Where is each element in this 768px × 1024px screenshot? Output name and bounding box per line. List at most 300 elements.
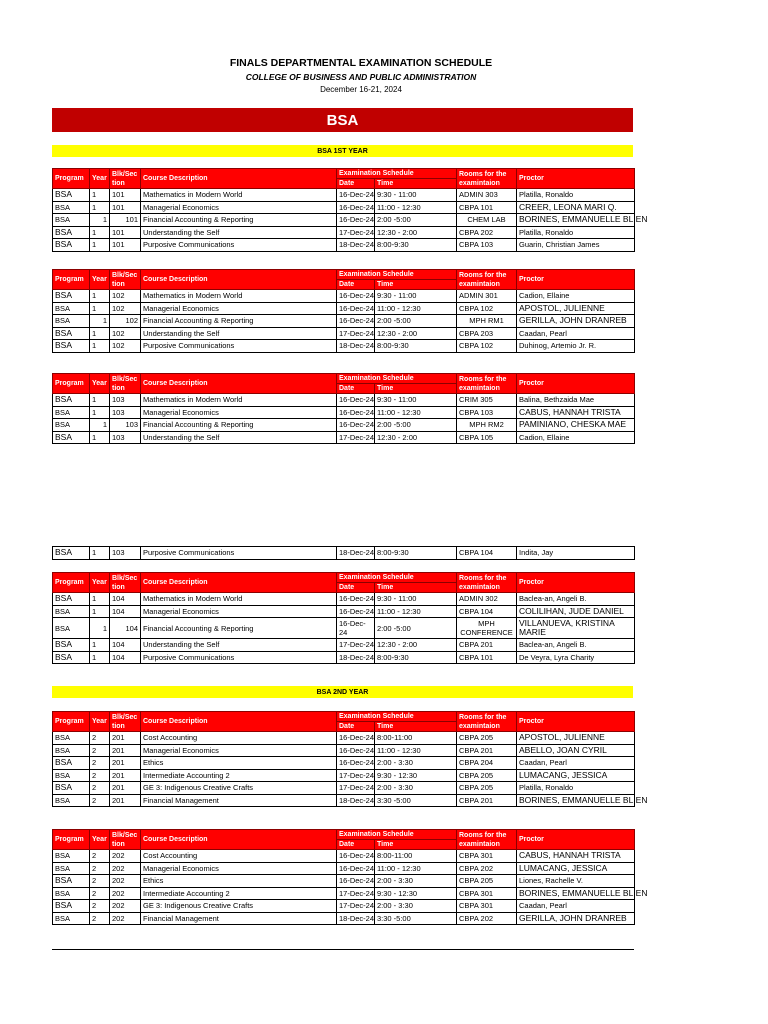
col-course-text: Course Description bbox=[143, 276, 208, 283]
cell-proctor: COLILIHAN, JUDE DANIEL bbox=[517, 605, 635, 618]
cell-program: BSA bbox=[53, 769, 90, 782]
cell-time: 12:30 - 2:00 bbox=[375, 431, 457, 444]
col-date bbox=[337, 280, 375, 290]
cell-date: 16-Dec-24 bbox=[337, 189, 375, 202]
cell-course: Cost Accounting bbox=[141, 850, 337, 863]
table-header bbox=[53, 830, 635, 850]
col-time bbox=[375, 583, 457, 593]
cell-proctor: Duhinog, Artemio Jr. R. bbox=[517, 340, 635, 353]
col-rooms bbox=[457, 573, 517, 593]
cell-time: 3:30 -5:00 bbox=[375, 794, 457, 807]
cell-course: Financial Accounting & Reporting bbox=[141, 315, 337, 328]
cell-room: CBPA 204 bbox=[457, 757, 517, 770]
col-date bbox=[337, 179, 375, 189]
cell-program: BSA bbox=[53, 302, 90, 315]
cell-blk-section: 202 bbox=[110, 900, 141, 913]
col-proctor bbox=[517, 830, 635, 850]
cell-blk-section: 101 bbox=[110, 239, 141, 252]
cell-room: CBPA 205 bbox=[457, 782, 517, 795]
col-rooms-bottom: examintaion bbox=[459, 384, 500, 392]
schedule-block-102 bbox=[52, 269, 634, 353]
cell-program: BSA bbox=[53, 315, 90, 328]
cell-room: CBPA 202 bbox=[457, 226, 517, 239]
college-name: COLLEGE OF BUSINESS AND PUBLIC ADMINISTRATION bbox=[245, 72, 477, 82]
table-row bbox=[53, 605, 635, 618]
cell-year: 2 bbox=[90, 912, 110, 925]
col-course bbox=[141, 270, 337, 290]
footer-rule bbox=[52, 949, 634, 950]
cell-course: Mathematics in Modern World bbox=[141, 290, 337, 303]
col-time-text: Time bbox=[377, 180, 394, 187]
cell-blk-section: 201 bbox=[110, 732, 141, 745]
cell-date: 17-Dec-24 bbox=[337, 639, 375, 652]
cell-proctor: Guarin, Christian James bbox=[517, 239, 635, 252]
col-proctor bbox=[517, 374, 635, 394]
year-bar-first: BSA 1ST YEAR bbox=[52, 145, 633, 157]
col-blk-bottom: tion bbox=[112, 840, 125, 848]
cell-date: 18-Dec-24 bbox=[337, 794, 375, 807]
cell-course: Purposive Communications bbox=[141, 340, 337, 353]
cell-proctor: CABUS, HANNAH TRISTA bbox=[517, 406, 635, 419]
cell-course: Understanding the Self bbox=[141, 431, 337, 444]
cell-proctor: Caadan, Pearl bbox=[517, 757, 635, 770]
schedule-table bbox=[52, 546, 635, 560]
cell-program: BSA bbox=[53, 239, 90, 252]
col-rooms bbox=[457, 830, 517, 850]
cell-program: BSA bbox=[53, 547, 90, 560]
col-rooms-bottom: examintaion bbox=[459, 722, 500, 730]
cell-time: 2:00 - 3:30 bbox=[375, 782, 457, 795]
schedule-table bbox=[52, 269, 635, 353]
cell-blk-section: 103 bbox=[110, 547, 141, 560]
cell-date: 16-Dec-24 bbox=[337, 406, 375, 419]
col-proctor-text: Proctor bbox=[519, 836, 544, 843]
cell-proctor: CREER, LEONA MARI Q. bbox=[517, 201, 635, 214]
col-exam-schedule bbox=[337, 169, 457, 179]
col-time bbox=[375, 384, 457, 394]
col-exam-schedule bbox=[337, 270, 457, 280]
cell-course: Mathematics in Modern World bbox=[141, 189, 337, 202]
cell-program: BSA bbox=[53, 651, 90, 664]
header-row-top bbox=[53, 374, 635, 384]
cell-proctor: Baclea-an, Angeli B. bbox=[517, 639, 635, 652]
col-rooms-bottom: examintaion bbox=[459, 840, 500, 848]
table-row bbox=[53, 201, 635, 214]
cell-room: CBPA 103 bbox=[457, 406, 517, 419]
cell-room: MPH CONFERENCE bbox=[457, 618, 517, 639]
cell-date: 17-Dec-24 bbox=[337, 769, 375, 782]
cell-year: 1 bbox=[90, 419, 110, 432]
schedule-table bbox=[52, 829, 648, 925]
schedule-block-101 bbox=[52, 168, 648, 252]
cell-year: 2 bbox=[90, 769, 110, 782]
table-body bbox=[53, 394, 635, 444]
cell-program: BSA bbox=[53, 201, 90, 214]
cell-time: 9:30 - 11:00 bbox=[375, 394, 457, 407]
cell-proctor: Cadion, Ellaine bbox=[517, 290, 635, 303]
cell-course: Financial Accounting & Reporting bbox=[141, 419, 337, 432]
cell-blk-section: 104 bbox=[110, 593, 141, 606]
col-year-text: Year bbox=[92, 836, 107, 843]
col-exam-schedule-text: Examination Schedule bbox=[339, 713, 414, 720]
year-bar-second: BSA 2ND YEAR bbox=[52, 686, 633, 698]
col-blk-section bbox=[110, 573, 141, 593]
col-time bbox=[375, 840, 457, 850]
cell-course: Understanding the Self bbox=[141, 639, 337, 652]
cell-proctor: Cadion, Ellaine bbox=[517, 431, 635, 444]
cell-room: CBPA 301 bbox=[457, 850, 517, 863]
cell-blk-section: 102 bbox=[110, 290, 141, 303]
cell-year: 2 bbox=[90, 732, 110, 745]
cell-program: BSA bbox=[53, 744, 90, 757]
cell-program: BSA bbox=[53, 605, 90, 618]
cell-time: 12:30 - 2:00 bbox=[375, 226, 457, 239]
col-course bbox=[141, 374, 337, 394]
col-rooms-top: Rooms for the bbox=[459, 574, 507, 582]
cell-time: 2:00 - 3:30 bbox=[375, 875, 457, 888]
cell-blk-section: 201 bbox=[110, 744, 141, 757]
schedule-block-103 bbox=[52, 373, 634, 444]
col-rooms-top: Rooms for the bbox=[459, 375, 507, 383]
table-row bbox=[53, 900, 635, 913]
col-course-text: Course Description bbox=[143, 718, 208, 725]
cell-room: MPH RM2 bbox=[457, 419, 517, 432]
col-program bbox=[53, 270, 90, 290]
col-time bbox=[375, 280, 457, 290]
cell-date: 17-Dec-24 bbox=[337, 782, 375, 795]
cell-time: 11:00 - 12:30 bbox=[375, 862, 457, 875]
cell-time: 2:00 -5:00 bbox=[375, 315, 457, 328]
cell-year: 2 bbox=[90, 875, 110, 888]
cell-time: 2:00 -5:00 bbox=[375, 419, 457, 432]
schedule-block-103-continued bbox=[52, 546, 634, 560]
col-program bbox=[53, 830, 90, 850]
col-blk-bottom: tion bbox=[112, 179, 125, 187]
exam-dates: December 16-21, 2024 bbox=[320, 85, 402, 94]
col-exam-schedule bbox=[337, 830, 457, 840]
col-blk-bottom: tion bbox=[112, 722, 125, 730]
cell-proctor: APOSTOL, JULIENNE bbox=[517, 732, 635, 745]
cell-year: 1 bbox=[90, 618, 110, 639]
table-row bbox=[53, 651, 635, 664]
cell-proctor: Baclea-an, Angeli B. bbox=[517, 593, 635, 606]
col-time-text: Time bbox=[377, 841, 394, 848]
cell-room: CBPA 301 bbox=[457, 887, 517, 900]
col-blk-top: Blk/Sec bbox=[112, 574, 138, 582]
cell-proctor: GERILLA, JOHN DRANREB bbox=[517, 912, 635, 925]
col-proctor bbox=[517, 169, 635, 189]
cell-time: 9:30 - 12:30 bbox=[375, 887, 457, 900]
cell-room: CBPA 105 bbox=[457, 431, 517, 444]
cell-room: CBPA 104 bbox=[457, 547, 517, 560]
cell-room: CBPA 205 bbox=[457, 769, 517, 782]
cell-program: BSA bbox=[53, 226, 90, 239]
table-row bbox=[53, 239, 635, 252]
cell-blk-section: 103 bbox=[110, 419, 141, 432]
col-time bbox=[375, 179, 457, 189]
cell-year: 1 bbox=[90, 290, 110, 303]
cell-blk-section: 101 bbox=[110, 201, 141, 214]
cell-program: BSA bbox=[53, 794, 90, 807]
col-rooms-bottom: examintaion bbox=[459, 179, 500, 187]
col-program-text: Program bbox=[55, 836, 84, 843]
cell-blk-section: 201 bbox=[110, 769, 141, 782]
cell-course: Financial Management bbox=[141, 794, 337, 807]
cell-room: CBPA 202 bbox=[457, 912, 517, 925]
cell-year: 2 bbox=[90, 757, 110, 770]
col-exam-schedule bbox=[337, 573, 457, 583]
col-blk-top: Blk/Sec bbox=[112, 271, 138, 279]
cell-time: 2:00 -5:00 bbox=[375, 618, 457, 639]
table-row bbox=[53, 315, 635, 328]
cell-blk-section: 102 bbox=[110, 315, 141, 328]
table-body bbox=[53, 547, 635, 560]
cell-date: 18-Dec-24 bbox=[337, 547, 375, 560]
col-date-text: Date bbox=[339, 841, 355, 848]
col-date-text: Date bbox=[339, 180, 355, 187]
col-year bbox=[90, 169, 110, 189]
cell-blk-section: 103 bbox=[110, 431, 141, 444]
col-rooms bbox=[457, 374, 517, 394]
cell-course: Intermediate Accounting 2 bbox=[141, 769, 337, 782]
cell-time: 9:30 - 12:30 bbox=[375, 769, 457, 782]
cell-time: 8:00-9:30 bbox=[375, 651, 457, 664]
col-date-text: Date bbox=[339, 723, 355, 730]
col-rooms bbox=[457, 712, 517, 732]
cell-blk-section: 201 bbox=[110, 757, 141, 770]
cell-course: Mathematics in Modern World bbox=[141, 593, 337, 606]
schedule-table bbox=[52, 572, 635, 664]
cell-program: BSA bbox=[53, 912, 90, 925]
document-title: FINALS DEPARTMENTAL EXAMINATION SCHEDULE bbox=[229, 57, 493, 69]
col-time-text: Time bbox=[377, 723, 394, 730]
table-body bbox=[53, 850, 648, 925]
cell-blk-section: 102 bbox=[110, 327, 141, 340]
col-year-text: Year bbox=[92, 276, 107, 283]
cell-room: CBPA 202 bbox=[457, 862, 517, 875]
col-date bbox=[337, 722, 375, 732]
col-exam-schedule-text: Examination Schedule bbox=[339, 831, 414, 838]
cell-proctor: Indita, Jay bbox=[517, 547, 635, 560]
cell-blk-section: 101 bbox=[110, 226, 141, 239]
table-row bbox=[53, 593, 635, 606]
col-proctor-text: Proctor bbox=[519, 579, 544, 586]
cell-year: 1 bbox=[90, 201, 110, 214]
table-row bbox=[53, 394, 635, 407]
col-program bbox=[53, 374, 90, 394]
table-row bbox=[53, 214, 635, 227]
cell-program: BSA bbox=[53, 327, 90, 340]
cell-proctor: BORINES, EMMANUELLE BLIEN bbox=[517, 887, 635, 900]
col-exam-schedule bbox=[337, 712, 457, 722]
cell-room: CHEM LAB bbox=[457, 214, 517, 227]
cell-year: 1 bbox=[90, 394, 110, 407]
table-header bbox=[53, 270, 635, 290]
table-row bbox=[53, 618, 635, 639]
cell-proctor: APOSTOL, JULIENNE bbox=[517, 302, 635, 315]
col-year bbox=[90, 573, 110, 593]
cell-date: 18-Dec-24 bbox=[337, 340, 375, 353]
cell-course: GE 3: Indigenous Creative Crafts bbox=[141, 900, 337, 913]
cell-year: 2 bbox=[90, 862, 110, 875]
cell-blk-section: 104 bbox=[110, 618, 141, 639]
cell-year: 1 bbox=[90, 226, 110, 239]
col-time bbox=[375, 722, 457, 732]
cell-date: 17-Dec-24 bbox=[337, 226, 375, 239]
table-row bbox=[53, 419, 635, 432]
col-rooms-top: Rooms for the bbox=[459, 170, 507, 178]
table-row bbox=[53, 639, 635, 652]
col-blk-section bbox=[110, 169, 141, 189]
cell-course: Managerial Economics bbox=[141, 302, 337, 315]
cell-room: CBPA 205 bbox=[457, 732, 517, 745]
col-rooms-top: Rooms for the bbox=[459, 831, 507, 839]
cell-year: 2 bbox=[90, 887, 110, 900]
cell-date: 16-Dec-24 bbox=[337, 593, 375, 606]
table-row bbox=[53, 744, 635, 757]
col-time-text: Time bbox=[377, 584, 394, 591]
col-blk-bottom: tion bbox=[112, 583, 125, 591]
cell-date: 17-Dec-24 bbox=[337, 327, 375, 340]
cell-date: 16-Dec-24 bbox=[337, 302, 375, 315]
cell-course: Managerial Economics bbox=[141, 744, 337, 757]
col-rooms-bottom: examintaion bbox=[459, 583, 500, 591]
col-program bbox=[53, 573, 90, 593]
cell-time: 3:30 -5:00 bbox=[375, 912, 457, 925]
cell-proctor: VILLANUEVA, KRISTINA MARIE bbox=[517, 618, 635, 639]
header-row-top bbox=[53, 270, 635, 280]
table-row bbox=[53, 406, 635, 419]
cell-year: 1 bbox=[90, 214, 110, 227]
cell-program: BSA bbox=[53, 850, 90, 863]
cell-room: CBPA 101 bbox=[457, 201, 517, 214]
cell-course: Understanding the Self bbox=[141, 327, 337, 340]
cell-date: 18-Dec-24 bbox=[337, 239, 375, 252]
cell-room: CBPA 104 bbox=[457, 605, 517, 618]
table-row bbox=[53, 887, 635, 900]
col-blk-section bbox=[110, 712, 141, 732]
cell-program: BSA bbox=[53, 875, 90, 888]
schedule-block-201 bbox=[52, 711, 648, 807]
cell-program: BSA bbox=[53, 732, 90, 745]
cell-program: BSA bbox=[53, 593, 90, 606]
cell-proctor: GERILLA, JOHN DRANREB bbox=[517, 315, 635, 328]
col-year bbox=[90, 712, 110, 732]
table-row bbox=[53, 850, 635, 863]
col-blk-section bbox=[110, 830, 141, 850]
col-program-text: Program bbox=[55, 718, 84, 725]
cell-time: 8:00-11:00 bbox=[375, 732, 457, 745]
cell-time: 9:30 - 11:00 bbox=[375, 593, 457, 606]
col-blk-bottom: tion bbox=[112, 384, 125, 392]
cell-course: Managerial Economics bbox=[141, 406, 337, 419]
col-year bbox=[90, 830, 110, 850]
col-exam-schedule-text: Examination Schedule bbox=[339, 271, 414, 278]
cell-time: 2:00 - 3:30 bbox=[375, 757, 457, 770]
cell-course: Ethics bbox=[141, 875, 337, 888]
cell-blk-section: 102 bbox=[110, 302, 141, 315]
cell-program: BSA bbox=[53, 618, 90, 639]
cell-date: 17-Dec-24 bbox=[337, 887, 375, 900]
col-program bbox=[53, 169, 90, 189]
col-blk-bottom: tion bbox=[112, 280, 125, 288]
cell-room: CBPA 102 bbox=[457, 340, 517, 353]
cell-year: 2 bbox=[90, 850, 110, 863]
cell-program: BSA bbox=[53, 862, 90, 875]
cell-proctor: Liones, Rachelle V. bbox=[517, 875, 635, 888]
cell-program: BSA bbox=[53, 431, 90, 444]
cell-date: 16-Dec-24 bbox=[337, 605, 375, 618]
cell-blk-section: 102 bbox=[110, 340, 141, 353]
col-date-text: Date bbox=[339, 281, 355, 288]
table-body bbox=[53, 189, 648, 252]
cell-proctor: BORINES, EMMANUELLE BLIEN bbox=[517, 794, 635, 807]
cell-time: 11:00 - 12:30 bbox=[375, 605, 457, 618]
col-blk-top: Blk/Sec bbox=[112, 170, 138, 178]
schedule-block-104 bbox=[52, 572, 634, 664]
cell-blk-section: 101 bbox=[110, 214, 141, 227]
col-course bbox=[141, 830, 337, 850]
table-row bbox=[53, 189, 635, 202]
cell-blk-section: 103 bbox=[110, 394, 141, 407]
cell-date: 16-Dec-24 bbox=[337, 394, 375, 407]
col-proctor-text: Proctor bbox=[519, 380, 544, 387]
cell-program: BSA bbox=[53, 782, 90, 795]
cell-time: 8:00-9:30 bbox=[375, 340, 457, 353]
cell-time: 8:00-9:30 bbox=[375, 547, 457, 560]
col-date-text: Date bbox=[339, 584, 355, 591]
table-header bbox=[53, 573, 635, 593]
col-program-text: Program bbox=[55, 380, 84, 387]
col-year bbox=[90, 270, 110, 290]
cell-course: Financial Accounting & Reporting bbox=[141, 214, 337, 227]
col-program-text: Program bbox=[55, 276, 84, 283]
cell-date: 16-Dec-24 bbox=[337, 618, 375, 639]
cell-program: BSA bbox=[53, 757, 90, 770]
cell-room: CBPA 101 bbox=[457, 651, 517, 664]
table-row bbox=[53, 875, 635, 888]
col-proctor-text: Proctor bbox=[519, 175, 544, 182]
col-exam-schedule bbox=[337, 374, 457, 384]
cell-program: BSA bbox=[53, 290, 90, 303]
cell-blk-section: 101 bbox=[110, 189, 141, 202]
cell-time: 2:00 -5:00 bbox=[375, 214, 457, 227]
cell-course: Cost Accounting bbox=[141, 732, 337, 745]
cell-year: 1 bbox=[90, 406, 110, 419]
col-blk-top: Blk/Sec bbox=[112, 831, 138, 839]
cell-blk-section: 202 bbox=[110, 862, 141, 875]
cell-time: 11:00 - 12:30 bbox=[375, 302, 457, 315]
col-program bbox=[53, 712, 90, 732]
schedule-block-202 bbox=[52, 829, 648, 925]
cell-time: 2:00 - 3:30 bbox=[375, 900, 457, 913]
cell-course: Purposive Communications bbox=[141, 547, 337, 560]
cell-proctor: LUMACANG, JESSICA bbox=[517, 862, 635, 875]
cell-course: Understanding the Self bbox=[141, 226, 337, 239]
cell-date: 16-Dec-24 bbox=[337, 744, 375, 757]
cell-room: ADMIN 301 bbox=[457, 290, 517, 303]
cell-year: 1 bbox=[90, 651, 110, 664]
col-proctor bbox=[517, 573, 635, 593]
cell-time: 11:00 - 12:30 bbox=[375, 744, 457, 757]
cell-year: 1 bbox=[90, 315, 110, 328]
cell-year: 1 bbox=[90, 189, 110, 202]
cell-year: 1 bbox=[90, 302, 110, 315]
col-course-text: Course Description bbox=[143, 175, 208, 182]
col-rooms-top: Rooms for the bbox=[459, 271, 507, 279]
cell-course: Mathematics in Modern World bbox=[141, 394, 337, 407]
table-row bbox=[53, 782, 635, 795]
